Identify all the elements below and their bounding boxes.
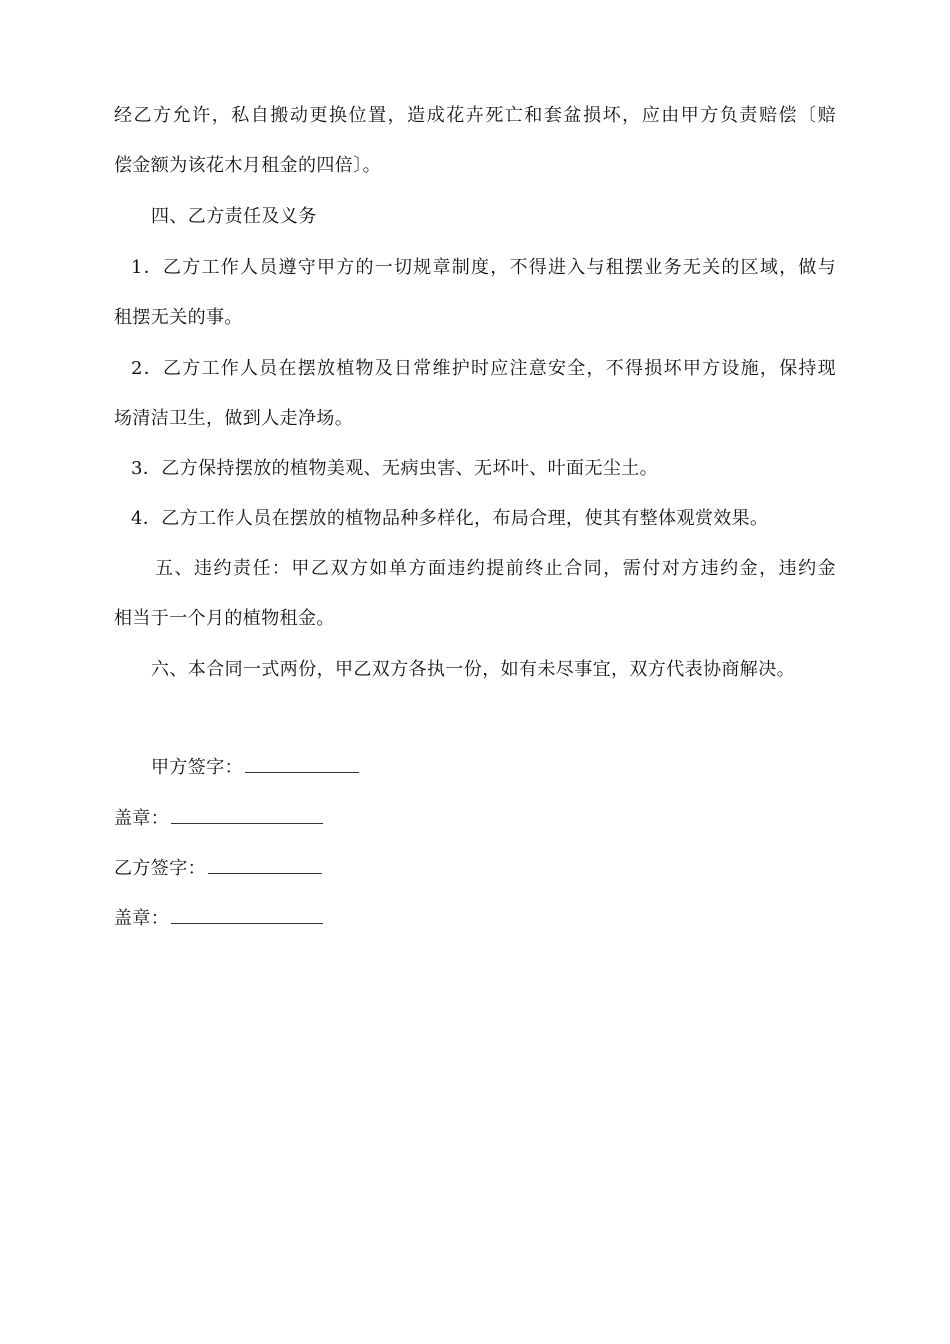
party-b-seal-label: 盖章： bbox=[114, 908, 170, 929]
paragraph-text: 经乙方允许，私自搬动更换位置，造成花卉死亡和套盆损坏，应由甲方负责赔偿〔赔 bbox=[114, 105, 836, 126]
party-b-signature-blank[interactable] bbox=[208, 855, 322, 874]
party-a-seal-label: 盖章： bbox=[114, 808, 170, 829]
party-b-signature-label: 乙方签字： bbox=[114, 858, 206, 879]
party-b-signature-row bbox=[114, 855, 322, 881]
section-paragraph bbox=[155, 557, 836, 581]
list-item-text: 1．乙方工作人员遵守甲方的一切规章制度，不得进入与租摆业务无关的区域，做与 bbox=[131, 257, 836, 278]
list-item: 4．乙方工作人员在摆放的植物品种多样化，布局合理，使其有整体观赏效果。 bbox=[131, 508, 769, 529]
section-paragraph: 六、本合同一式两份，甲乙双方各执一份，如有未尽事宜，双方代表协商解决。 bbox=[151, 659, 795, 680]
list-item bbox=[131, 256, 836, 280]
list-item-continuation: 租摆无关的事。 bbox=[114, 307, 243, 328]
party-a-signature-blank[interactable] bbox=[245, 754, 359, 773]
party-b-seal-row bbox=[114, 905, 323, 931]
party-a-seal-blank[interactable] bbox=[171, 805, 323, 824]
list-item-text: 2．乙方工作人员在摆放植物及日常维护时应注意安全，不得损坏甲方设施，保持现 bbox=[131, 358, 836, 379]
list-item-continuation: 场清洁卫生，做到人走净场。 bbox=[114, 408, 354, 429]
list-item bbox=[131, 357, 836, 381]
section-paragraph-continuation: 相当于一个月的植物租金。 bbox=[114, 608, 335, 629]
paragraph-text: 偿金额为该花木月租金的四倍〕。 bbox=[114, 155, 381, 176]
party-a-signature-row bbox=[151, 754, 359, 780]
paragraph-line bbox=[114, 104, 836, 128]
section-text: 五、违约责任：甲乙双方如单方面违约提前终止合同，需付对方违约金，违约金 bbox=[155, 558, 836, 579]
party-a-seal-row bbox=[114, 805, 323, 831]
party-b-seal-blank[interactable] bbox=[171, 905, 323, 924]
list-item: 3．乙方保持摆放的植物美观、无病虫害、无坏叶、叶面无尘土。 bbox=[131, 458, 659, 479]
section-heading: 四、乙方责任及义务 bbox=[151, 206, 317, 227]
paragraph-line bbox=[114, 154, 381, 178]
party-a-signature-label: 甲方签字： bbox=[151, 757, 243, 778]
